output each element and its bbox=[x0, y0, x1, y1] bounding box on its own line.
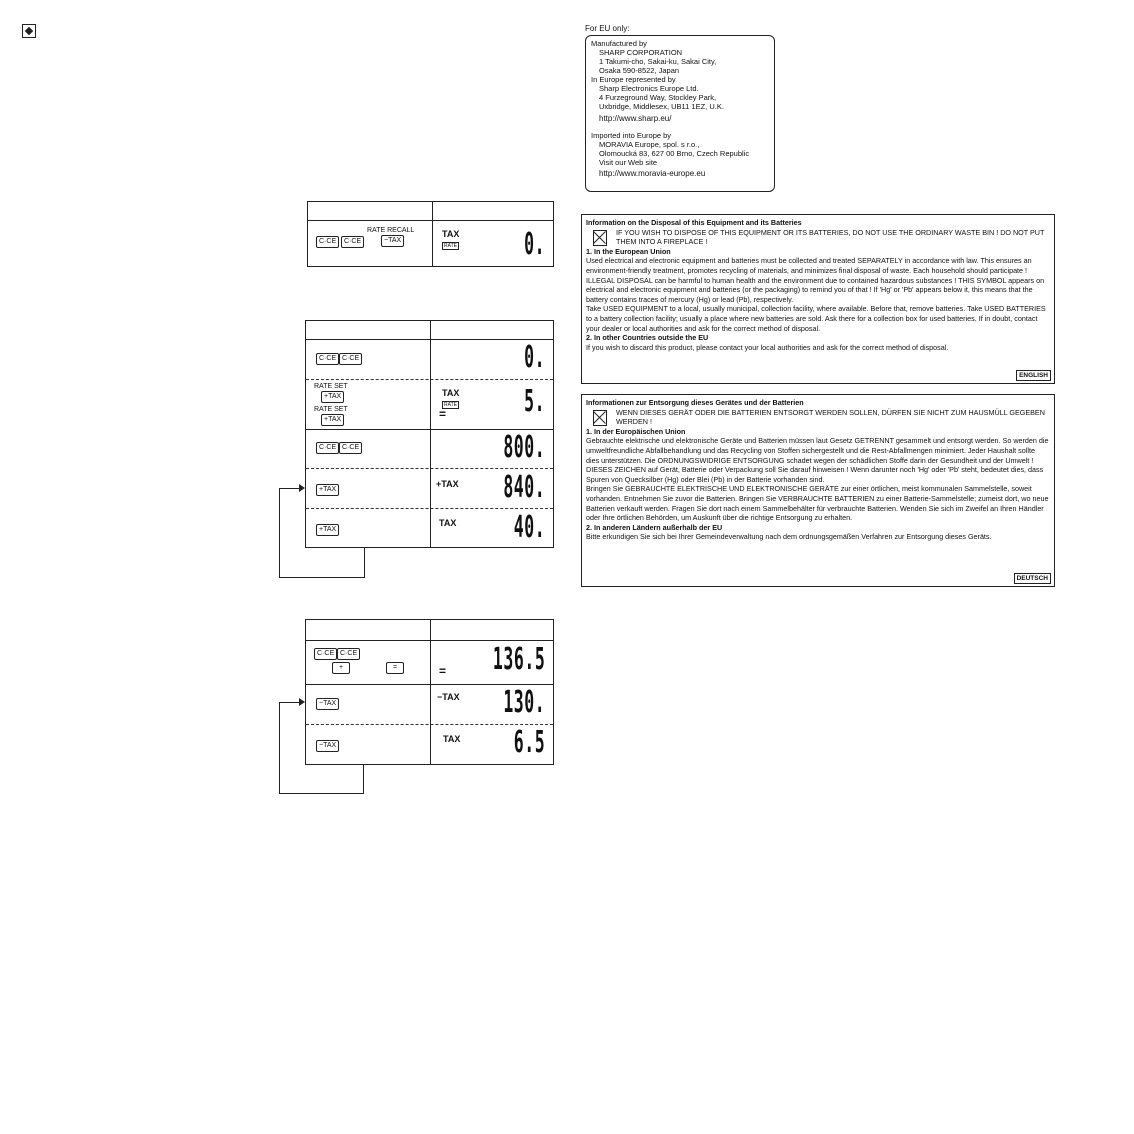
table-header bbox=[308, 202, 553, 221]
display-value: 0. bbox=[524, 340, 545, 375]
representative-name: Sharp Electronics Europe Ltd. bbox=[599, 84, 699, 93]
language-badge: ENGLISH bbox=[1016, 370, 1051, 381]
column-divider bbox=[432, 202, 433, 266]
row-divider bbox=[306, 468, 553, 469]
equals-indicator: = bbox=[439, 664, 447, 678]
manufactured-by: Manufactured by bbox=[591, 39, 647, 48]
disposal-info-english bbox=[581, 214, 1055, 384]
eu-contact-box bbox=[585, 35, 775, 192]
paragraph: Take USED EQUIPMENT to a local, usually municipal, collection facility, where available. Before that, remove batteries. Take USED BATTERIES to a battery collection facility; usually a place where new batteries are sold. Ask there for a collection box for used batteries. If in doubt, contact your dealer or local authorities and ask for the correct method of disposal. bbox=[586, 304, 1046, 333]
crossed-bin-icon bbox=[593, 230, 607, 246]
manufacturer-name: SHARP CORPORATION bbox=[599, 48, 683, 57]
row-divider bbox=[306, 508, 553, 509]
tax-indicator: TAX bbox=[439, 518, 457, 528]
display-value: 130. bbox=[503, 685, 545, 720]
loop-line bbox=[279, 702, 280, 794]
equals-indicator: = bbox=[439, 407, 447, 421]
plus-tax-key: +TAX bbox=[316, 524, 339, 536]
display-value: 800. bbox=[503, 430, 545, 465]
importer-visit: Visit our Web site bbox=[599, 158, 658, 167]
cce-key: C·CE bbox=[337, 648, 360, 660]
section-marker-icon bbox=[22, 24, 36, 38]
rate-indicator: RATE bbox=[444, 243, 457, 249]
loop-line bbox=[364, 548, 365, 577]
section-heading: 1. In der Europäischen Union bbox=[586, 426, 686, 436]
display-value: 0. bbox=[524, 227, 545, 262]
cce-key: C·CE bbox=[339, 353, 362, 365]
represented-by: In Europe represented by bbox=[591, 75, 676, 84]
section-heading: 1. In the European Union bbox=[586, 246, 671, 256]
plus-tax-indicator: +TAX bbox=[436, 479, 459, 489]
imported-by: Imported into Europe by bbox=[591, 131, 672, 140]
cce-key: C·CE bbox=[339, 442, 362, 454]
rate-indicator: RATE bbox=[444, 402, 457, 408]
paragraph: If you wish to discard this product, please contact your local authorities and ask for the correct method of disposal. bbox=[586, 342, 949, 352]
tax-indicator: TAX bbox=[442, 388, 460, 398]
sharp-url[interactable]: http://www.sharp.eu/ bbox=[599, 114, 672, 123]
eu-only-title: For EU only: bbox=[585, 24, 630, 33]
disposal-title: Informationen zur Entsorgung dieses Gerätes und der Batterien bbox=[586, 398, 804, 407]
cce-key: C·CE bbox=[316, 353, 339, 365]
paragraph: Gebrauchte elektrische und elektronische Geräte und Batterien müssen laut Gesetz GETRENNT gesammelt und entsorgt werden. So werden die umweltfreundliche Abfallbehandlung und das Recycling von Stoffen sichergestellt und die Rest-Abfallmengen minimiert. Jeder Haushalt sollte dies unterstützen. Die ORDNUNGSWIDRIGE ENTSORGUNG schadet wegen der schädlichen Stoffe darin der Gesundheit und der Umwelt ! DIESES ZEICHEN auf Gerät, Batterie oder Verpackung soll Sie darauf hinweisen ! Wenn darunter noch 'Hg' oder 'Pb' steht, bedeutet dies, dass Spuren von Quecksilber (Hg) oder Blei (Pb) in der Batterie vorhanden sind. bbox=[586, 436, 1049, 484]
loop-line bbox=[279, 577, 365, 578]
cce-key: C·CE bbox=[341, 236, 364, 248]
minus-tax-key: −TAX bbox=[381, 235, 404, 247]
manufacturer-address: 1 Takumi-cho, Sakai-ku, Sakai City, bbox=[599, 57, 717, 66]
minus-tax-indicator: −TAX bbox=[437, 692, 460, 702]
loop-line bbox=[279, 702, 301, 703]
column-divider bbox=[430, 321, 431, 547]
manufacturer-address: Osaka 590-8522, Japan bbox=[599, 66, 680, 75]
disposal-info-deutsch bbox=[581, 394, 1055, 587]
paragraph: Used electrical and electronic equipment and batteries must be collected and treated SEPARATELY in accordance with law. This ensures an environment-friendly treatment, promotes recycling of materials, and minimizes final disposal of waste. Each household should participate ! ILLEGAL DISPOSAL can be harmful to human health and the environment due to contained hazardous substances ! THIS SYMBOL appears on electrical and electronic equipment and batteries (or the packaging) to remind you of that ! If 'Hg' or 'Pb' appears below it, this means that the battery contains traces of mercury (Hg) or lead (Pb), respectively. bbox=[586, 256, 1045, 304]
disposal-warning: IF YOU WISH TO DISPOSE OF THIS EQUIPMENT OR ITS BATTERIES, DO NOT USE THE ORDINARY WASTE BIN ! DO NOT PUT THEM INTO A FIREPLACE ! bbox=[616, 227, 1045, 247]
representative-address: 4 Furzeground Way, Stockley Park, bbox=[599, 93, 717, 102]
minus-tax-table bbox=[305, 619, 554, 765]
tax-indicator: TAX bbox=[443, 734, 461, 744]
language-badge: DEUTSCH bbox=[1014, 573, 1051, 584]
section-heading: 2. In anderen Ländern außerhalb der EU bbox=[586, 522, 723, 532]
cce-key: C·CE bbox=[316, 236, 339, 248]
representative-address: Uxbridge, Middlesex, UB11 1EZ, U.K. bbox=[599, 102, 724, 111]
arrow-right-icon bbox=[299, 698, 305, 706]
importer-address: Olomoucká 83, 627 00 Brno, Czech Republic bbox=[599, 149, 750, 158]
arrow-right-icon bbox=[299, 484, 305, 492]
tax-indicator: TAX bbox=[442, 229, 460, 239]
column-divider bbox=[430, 620, 431, 764]
disposal-title: Information on the Disposal of this Equipment and its Batteries bbox=[586, 218, 802, 227]
importer-name: MORAVIA Europe, spol. s r.o., bbox=[599, 140, 700, 149]
rate-recall-table bbox=[307, 201, 554, 267]
moravia-url[interactable]: http://www.moravia-europe.eu bbox=[599, 169, 706, 178]
section-heading: 2. In other Countries outside the EU bbox=[586, 333, 709, 343]
cce-key: C·CE bbox=[314, 648, 337, 660]
disposal-warning: WENN DIESES GERÄT ODER DIE BATTERIEN ENTSORGT WERDEN SOLLEN, DÜRFEN SIE NICHT ZUM HAUSMÜLL GEGEBEN WERDEN ! bbox=[616, 407, 1045, 427]
row-divider bbox=[306, 379, 553, 380]
plus-tax-key: +TAX bbox=[316, 484, 339, 496]
cce-key: C·CE bbox=[316, 442, 339, 454]
display-value: 5. bbox=[524, 384, 545, 419]
display-value: 840. bbox=[503, 470, 545, 505]
plus-key: + bbox=[332, 662, 350, 674]
crossed-bin-icon bbox=[593, 410, 607, 426]
paragraph: Bitte erkundigen Sie sich bei Ihrer Gemeindeverwaltung nach dem ordnungsgemäßen Verfahren zur Entsorgung dieses Geräts. bbox=[586, 532, 992, 542]
equals-key: = bbox=[386, 662, 404, 674]
plus-tax-key: +TAX bbox=[321, 414, 344, 426]
plus-tax-key: +TAX bbox=[321, 391, 344, 403]
paragraph: Bringen Sie GEBRAUCHTE ELEKTRISCHE UND ELEKTRONISCHE GERÄTE zur einer örtlichen, meist kommunalen Sammelstelle, soweit vorhanden. Entnehmen Sie zuvor die Batterien. Bringen Sie VERBRAUCHTE BATTERIEN zu einer Batterie-Sammelstelle; zumeist dort, wo neue Batterien verkauft werden. Fragen Sie dort nach einem Sammelbehälter für verbrauchte Batterien. Wenden Sie sich im Zweifel an Ihren Händler oder Ihre örtlichen Behörden, um Auskunft über die richtige Entsorgung zu erhalten. bbox=[586, 484, 1049, 523]
minus-tax-key: −TAX bbox=[316, 698, 339, 710]
display-value: 6.5 bbox=[513, 725, 545, 760]
rate-recall-label: RATE RECALL bbox=[367, 227, 415, 234]
minus-tax-key: −TAX bbox=[316, 740, 339, 752]
rate-set-table bbox=[305, 320, 554, 548]
rate-set-label: RATE SET bbox=[314, 383, 348, 390]
loop-line bbox=[279, 793, 364, 794]
loop-line bbox=[279, 488, 280, 578]
display-value: 40. bbox=[513, 510, 545, 545]
loop-line bbox=[363, 765, 364, 794]
loop-line bbox=[279, 488, 301, 489]
display-value: 136.5 bbox=[492, 642, 545, 677]
rate-set-label: RATE SET bbox=[314, 406, 348, 413]
